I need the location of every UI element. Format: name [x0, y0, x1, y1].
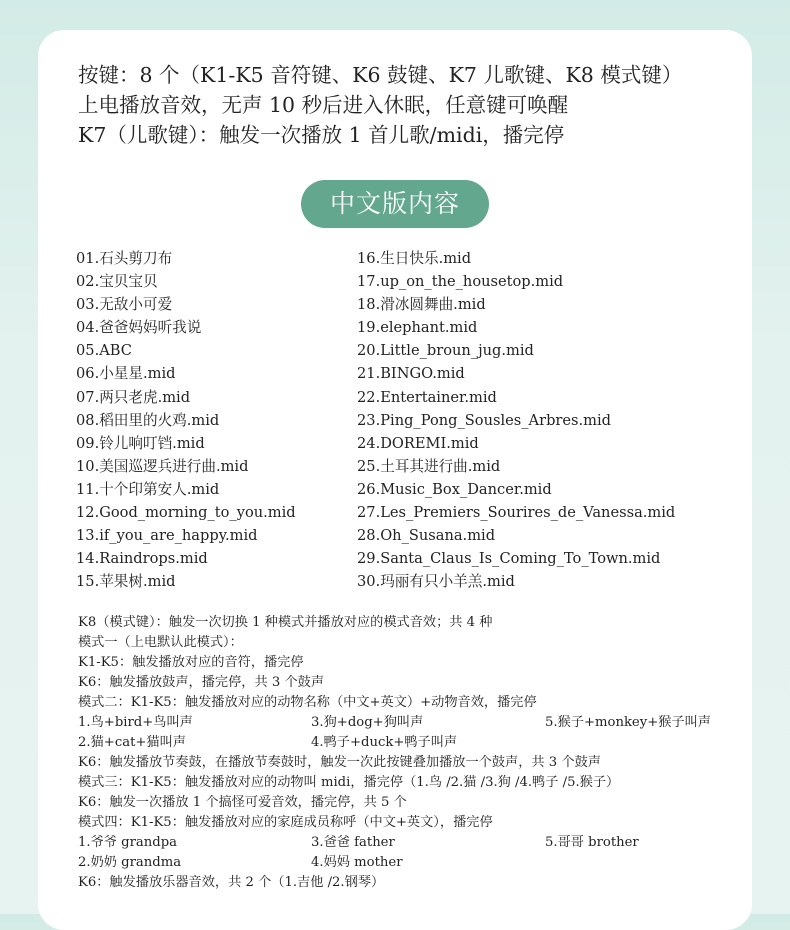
- mode1-k1k5: K1-K5：触发播放对应的音符，播完停: [78, 655, 304, 670]
- mode4-family-row: [78, 833, 748, 853]
- mode-notes: [78, 613, 748, 893]
- k8-description: K8（模式键）：触发一次切换 1 种模式并播放对应的模式音效；共 4 种: [78, 615, 493, 630]
- song-item: 19.elephant.mid: [357, 319, 478, 337]
- song-item: 08.稻田里的火鸡.mid: [76, 411, 220, 429]
- song-item: 29.Santa_Claus_Is_Coming_To_Town.mid: [357, 550, 661, 568]
- mode1-title: 模式一（上电默认此模式）：: [78, 635, 243, 650]
- family-item: 4.妈妈 mother: [311, 855, 403, 870]
- intro-line: 按键：8 个（K1-K5 音符键、K6 鼓键、K7 儿歌键、K8 模式键）: [78, 63, 683, 87]
- song-item: 15.苹果树.mid: [76, 573, 176, 591]
- family-item: 3.爸爸 father: [311, 835, 395, 850]
- song-item: 06.小星星.mid: [76, 365, 176, 383]
- song-item: 20.Little_broun_jug.mid: [357, 342, 534, 360]
- song-item: 23.Ping_Pong_Sousles_Arbres.mid: [357, 411, 611, 429]
- mode4-title: 模式四：K1-K5：触发播放对应的家庭成员称呼（中文+英文），播完停: [78, 815, 493, 830]
- intro-text: [78, 60, 738, 150]
- song-item: 01.石头剪刀布: [76, 250, 173, 267]
- family-item: 5.哥哥 brother: [545, 835, 639, 850]
- family-item: 1.爷爷 grandpa: [78, 835, 177, 850]
- song-item: 18.滑冰圆舞曲.mid: [357, 296, 486, 314]
- section-title-badge: 中文版内容: [301, 180, 489, 228]
- animal-item: 1.鸟+bird+鸟叫声: [78, 715, 193, 730]
- song-item: 11.十个印第安人.mid: [76, 480, 220, 498]
- song-item: 05.ABC: [76, 342, 132, 360]
- song-item: 13.if_you_are_happy.mid: [76, 527, 258, 545]
- song-item: 02.宝贝宝贝: [76, 273, 158, 291]
- song-item: 04.爸爸妈妈听我说: [76, 319, 202, 337]
- mode4-k6: K6：触发播放乐器音效，共 2 个（1.吉他 /2.钢琴）: [78, 875, 385, 890]
- song-item: 10.美国巡逻兵进行曲.mid: [76, 457, 249, 475]
- mode2-k6: K6：触发播放节奏鼓，在播放节奏鼓时，触发一次此按键叠加播放一个鼓声，共 3 个鼓声: [78, 755, 601, 770]
- mode2-title: 模式二：K1-K5：触发播放对应的动物名称（中文+英文）+动物音效，播完停: [78, 695, 537, 710]
- song-item: 09.铃儿响叮铛.mid: [76, 434, 205, 452]
- song-item: 21.BINGO.mid: [357, 365, 465, 383]
- mode4-family-row: [78, 853, 748, 873]
- content-card: [38, 30, 752, 930]
- song-item: 16.生日快乐.mid: [357, 250, 472, 267]
- family-item: 2.奶奶 grandma: [78, 855, 182, 870]
- song-item: 26.Music_Box_Dancer.mid: [357, 480, 552, 498]
- animal-item: 4.鸭子+duck+鸭子叫声: [311, 735, 458, 750]
- song-item: 22.Entertainer.mid: [357, 388, 497, 406]
- song-list-right: [357, 247, 675, 593]
- song-item: 25.土耳其进行曲.mid: [357, 457, 501, 475]
- animal-item: 3.狗+dog+狗叫声: [311, 715, 424, 730]
- animal-item: 5.猴子+monkey+猴子叫声: [545, 715, 711, 730]
- song-item: 07.两只老虎.mid: [76, 388, 191, 406]
- song-item: 27.Les_Premiers_Sourires_de_Vanessa.mid: [357, 504, 676, 522]
- intro-line: K7（儿歌键）：触发一次播放 1 首儿歌/midi，播完停: [78, 123, 565, 147]
- mode2-animal-row: [78, 713, 748, 733]
- mode1-k6: K6：触发播放鼓声，播完停，共 3 个鼓声: [78, 675, 325, 690]
- song-item: 24.DOREMI.mid: [357, 434, 479, 452]
- animal-item: 2.猫+cat+猫叫声: [78, 735, 186, 750]
- song-item: 17.up_on_the_housetop.mid: [357, 273, 564, 291]
- song-item: 14.Raindrops.mid: [76, 550, 208, 568]
- song-item: 28.Oh_Susana.mid: [357, 527, 496, 545]
- intro-line: 上电播放音效，无声 10 秒后进入休眠，任意键可唤醒: [78, 93, 569, 117]
- song-item: 30.玛丽有只小羊羔.mid: [357, 573, 515, 591]
- mode2-animal-row: [78, 733, 748, 753]
- song-list-left: [76, 247, 296, 593]
- mode3-k6: K6：触发一次播放 1 个搞怪可爱音效，播完停，共 5 个: [78, 795, 407, 810]
- mode3-title: 模式三：K1-K5：触发播放对应的动物叫 midi，播完停（1.鸟 /2.猫 /3.狗 /4.鸭子 /5.猴子）: [78, 775, 620, 790]
- song-item: 12.Good_morning_to_you.mid: [76, 504, 296, 522]
- song-item: 03.无敌小可爱: [76, 296, 173, 314]
